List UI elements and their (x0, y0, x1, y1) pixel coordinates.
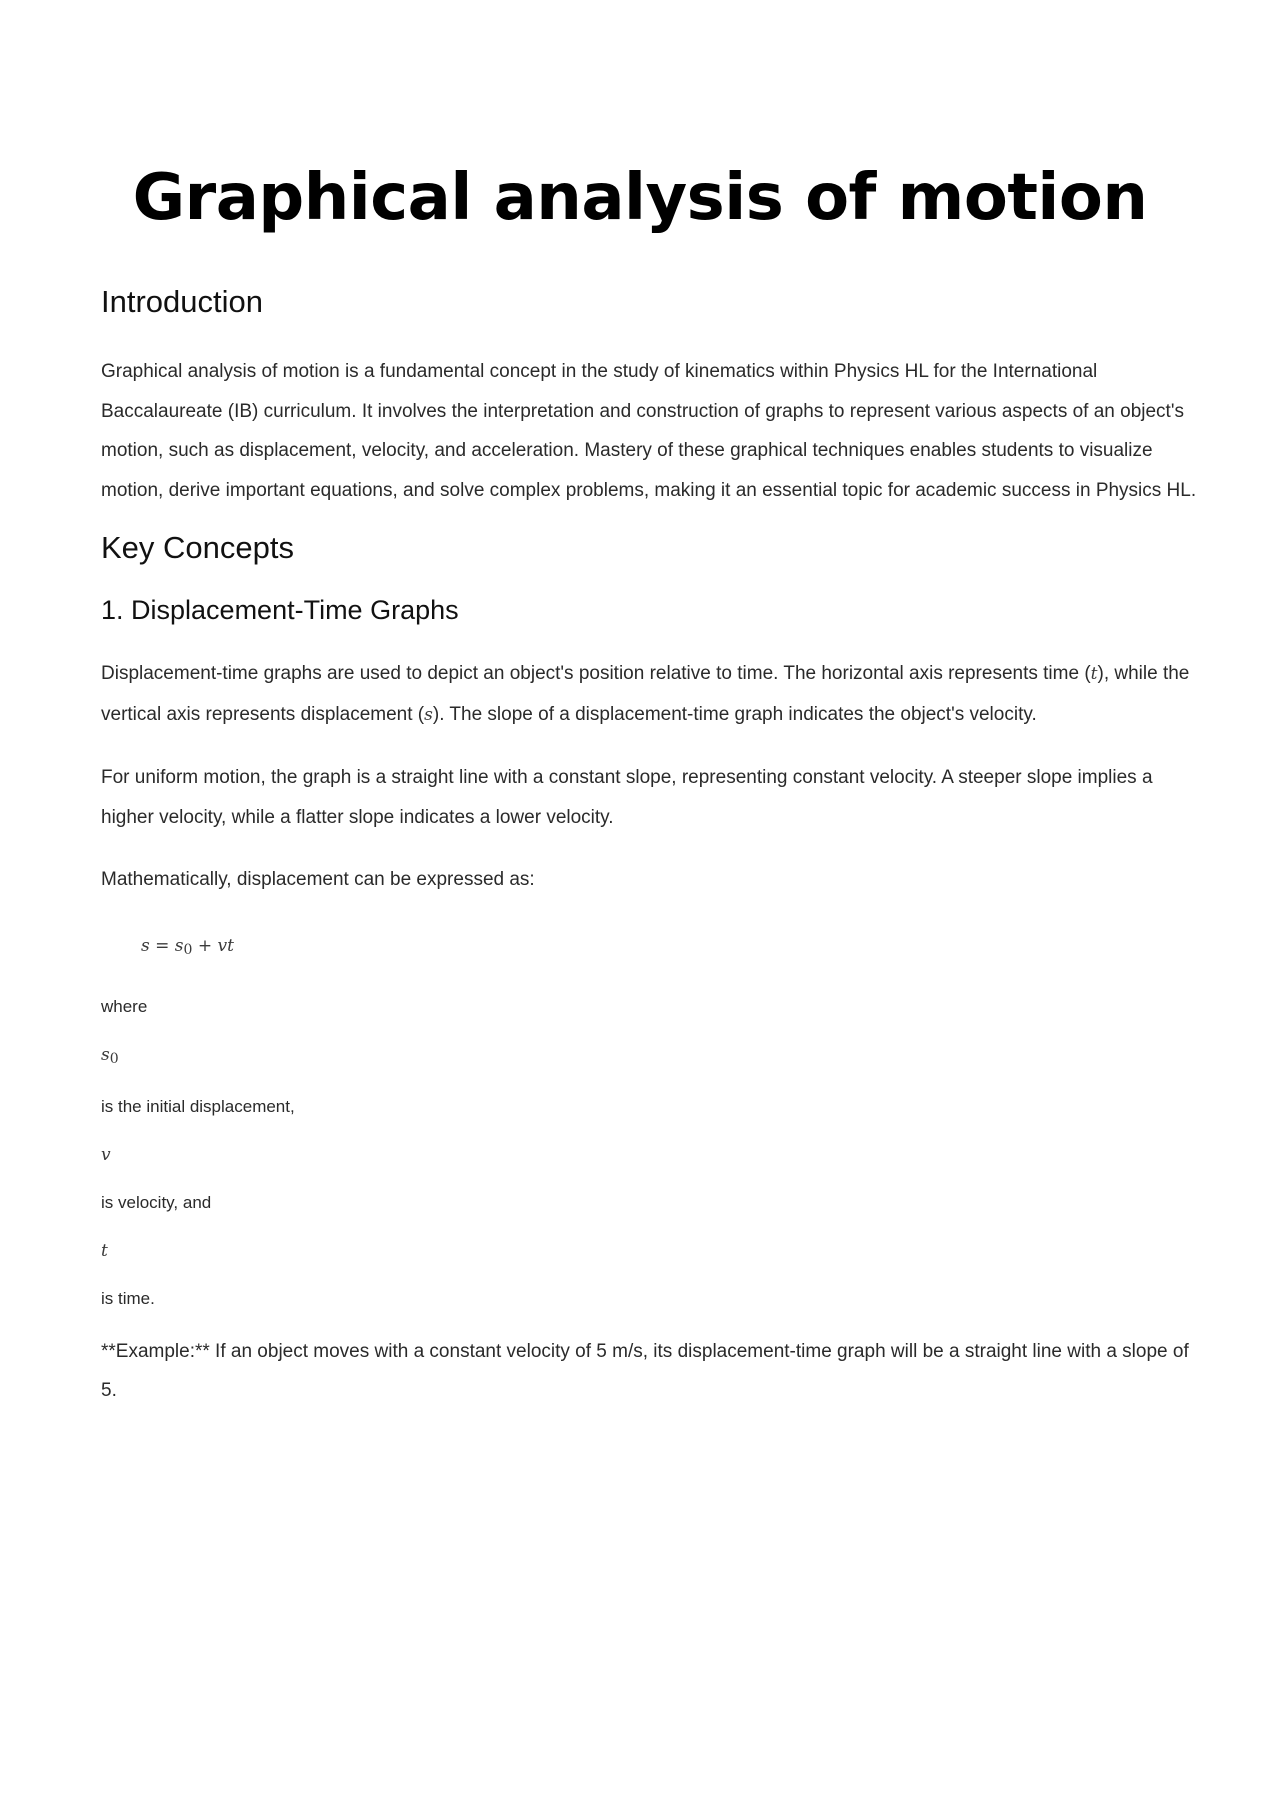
displacement-symbol: s (424, 704, 433, 725)
displacement-equation (101, 926, 1201, 970)
key-concepts-heading: Key Concepts (101, 530, 294, 565)
equation-plus: + (192, 935, 218, 956)
var-s0 (101, 1040, 1201, 1074)
equation-lhs: s (141, 935, 150, 956)
paragraph-text: ). The slope of a displacement-time graph indicates the object's velocity. (432, 703, 1037, 725)
example-paragraph: **Example:** If an object moves with a constant velocity of 5 m/s, its displacement-time graph will be a straight line with a slope of 5. (101, 1340, 1189, 1401)
paragraph-text: ), while the vertical axis represents displacement ( (101, 663, 1190, 725)
displacement-time-graphs-heading: 1. Displacement-Time Graphs (101, 595, 459, 625)
var-t: t (101, 1240, 108, 1261)
uniform-motion-paragraph: For uniform motion, the graph is a straight line with a constant slope, representing constant velocity. A steeper slope implies a higher velocity, while a flatter slope indicates a lower velocity. (101, 767, 1153, 828)
var-s0-description: is the initial displacement, (101, 1096, 295, 1116)
var-s0-sub: 0 (109, 1050, 119, 1067)
var-v-description: is velocity, and (101, 1192, 212, 1212)
equation-s0-sub: 0 (183, 941, 193, 958)
time-symbol: t (1090, 664, 1098, 684)
introduction-heading: Introduction (101, 284, 263, 319)
equation-equals: = (149, 935, 175, 956)
var-v: v (101, 1144, 111, 1165)
document-body (101, 282, 1201, 1411)
page-title: Graphical analysis of motion (132, 161, 1148, 235)
mathematical-expression-intro: Mathematically, displacement can be expressed as: (101, 869, 535, 890)
where-label: where (101, 996, 148, 1016)
displacement-time-paragraph-1 (101, 654, 1201, 735)
equation-s0-base: s (174, 935, 184, 956)
var-t-description: is time. (101, 1288, 155, 1308)
var-s0-base: s (101, 1044, 110, 1065)
paragraph-text: Displacement-time graphs are used to depict an object's position relative to time. The horizontal axis represents time ( (101, 663, 1091, 684)
introduction-paragraph: Graphical analysis of motion is a fundamental concept in the study of kinematics within Physics HL for the International Baccalaureate (IB) curriculum. It involves the interpretation and construction of graphs to represent various aspects of an object's motion, such as displacement, velocity, and acceleration. Mastery of these graphical techniques enables students to visualize motion, derive important equations, and solve complex problems, making it an essential topic for academic success in Physics HL. (101, 361, 1197, 501)
equation-rhs: vt (217, 935, 234, 956)
